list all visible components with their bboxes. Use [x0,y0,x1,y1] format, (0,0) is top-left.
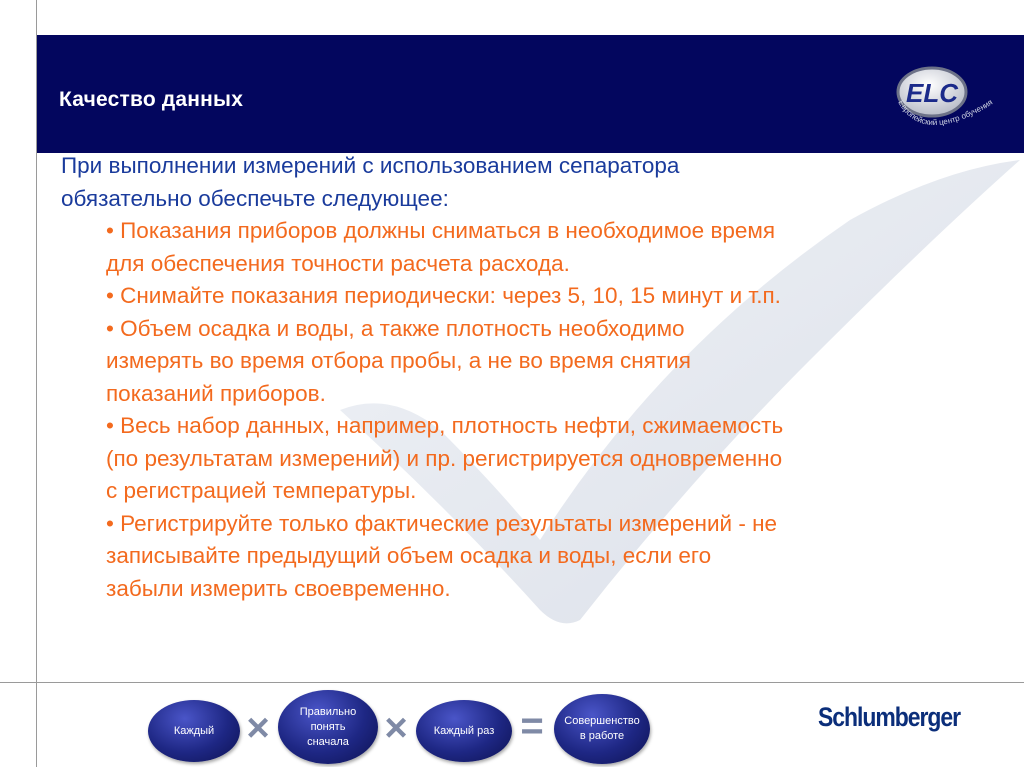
bullet-line: измерять во время отбора пробы, а не во время снятия [106,348,691,373]
formula-term-label: понять [310,720,346,733]
logo-caption: Европейский центр обучения [896,97,995,128]
bullet-line: с регистрацией температуры. [106,478,417,503]
formula-term-understand [278,690,378,764]
bullet-line: (по результатам измерений) и пр. регистрируется одновременно [106,445,783,471]
formula-term-everyone [148,700,240,762]
formula-term-label: сначала [307,735,349,748]
elc-logo [884,58,1012,148]
bullet-line: записывайте предыдущий объем осадка и воды, если его [106,543,712,568]
footer-formula [144,688,654,766]
bullet-item [106,313,1021,411]
intro-line: При выполнении измерений с использованием сепаратора [61,153,680,178]
bullet-line: • Объем осадка и воды, а также плотность необходимо [106,315,685,341]
intro-text [61,150,1021,215]
bullet-line: • Снимайте показания периодически: через 5, 10, 15 минут и т.п. [106,283,781,308]
bullet-list [61,215,1021,605]
slide-body [61,150,1021,605]
intro-line: обязательно обеспечьте следующее: [61,185,449,211]
formula-term-label: Каждый [173,724,215,737]
bullet-line: • Регистрируйте только фактические результаты измерений - не [106,510,778,536]
formula-term-label: Каждый раз [433,724,495,737]
multiply-icon: × [384,706,408,750]
formula-term-every-time [416,700,512,762]
schlumberger-logo: Schlumberger [818,702,961,732]
bullet-item [106,410,1021,508]
footer-divider [0,682,1024,683]
multiply-icon: × [246,706,270,750]
formula-result [554,694,650,764]
bullet-line: забыли измерить своевременно. [106,575,451,601]
formula-result-label: в работе [579,730,625,742]
bullet-line: показаний приборов. [106,380,326,406]
slide-title: Качество данных [59,88,244,111]
bullet-line: • Весь набор данных, например, плотность нефти, сжимаемость [106,413,784,438]
bullet-line: для обеспечения точности расчета расхода. [106,250,570,276]
bullet-item [106,280,1021,313]
formula-term-label: Правильно [299,705,357,718]
equals-icon: = [520,704,544,748]
bullet-item [106,215,1021,280]
svg-text:ELC: ELC [906,78,958,108]
bullet-line: • Показания приборов должны сниматься в необходимое время [106,218,776,243]
formula-result-label: Совершенство [564,715,640,727]
bullet-item [106,508,1021,606]
